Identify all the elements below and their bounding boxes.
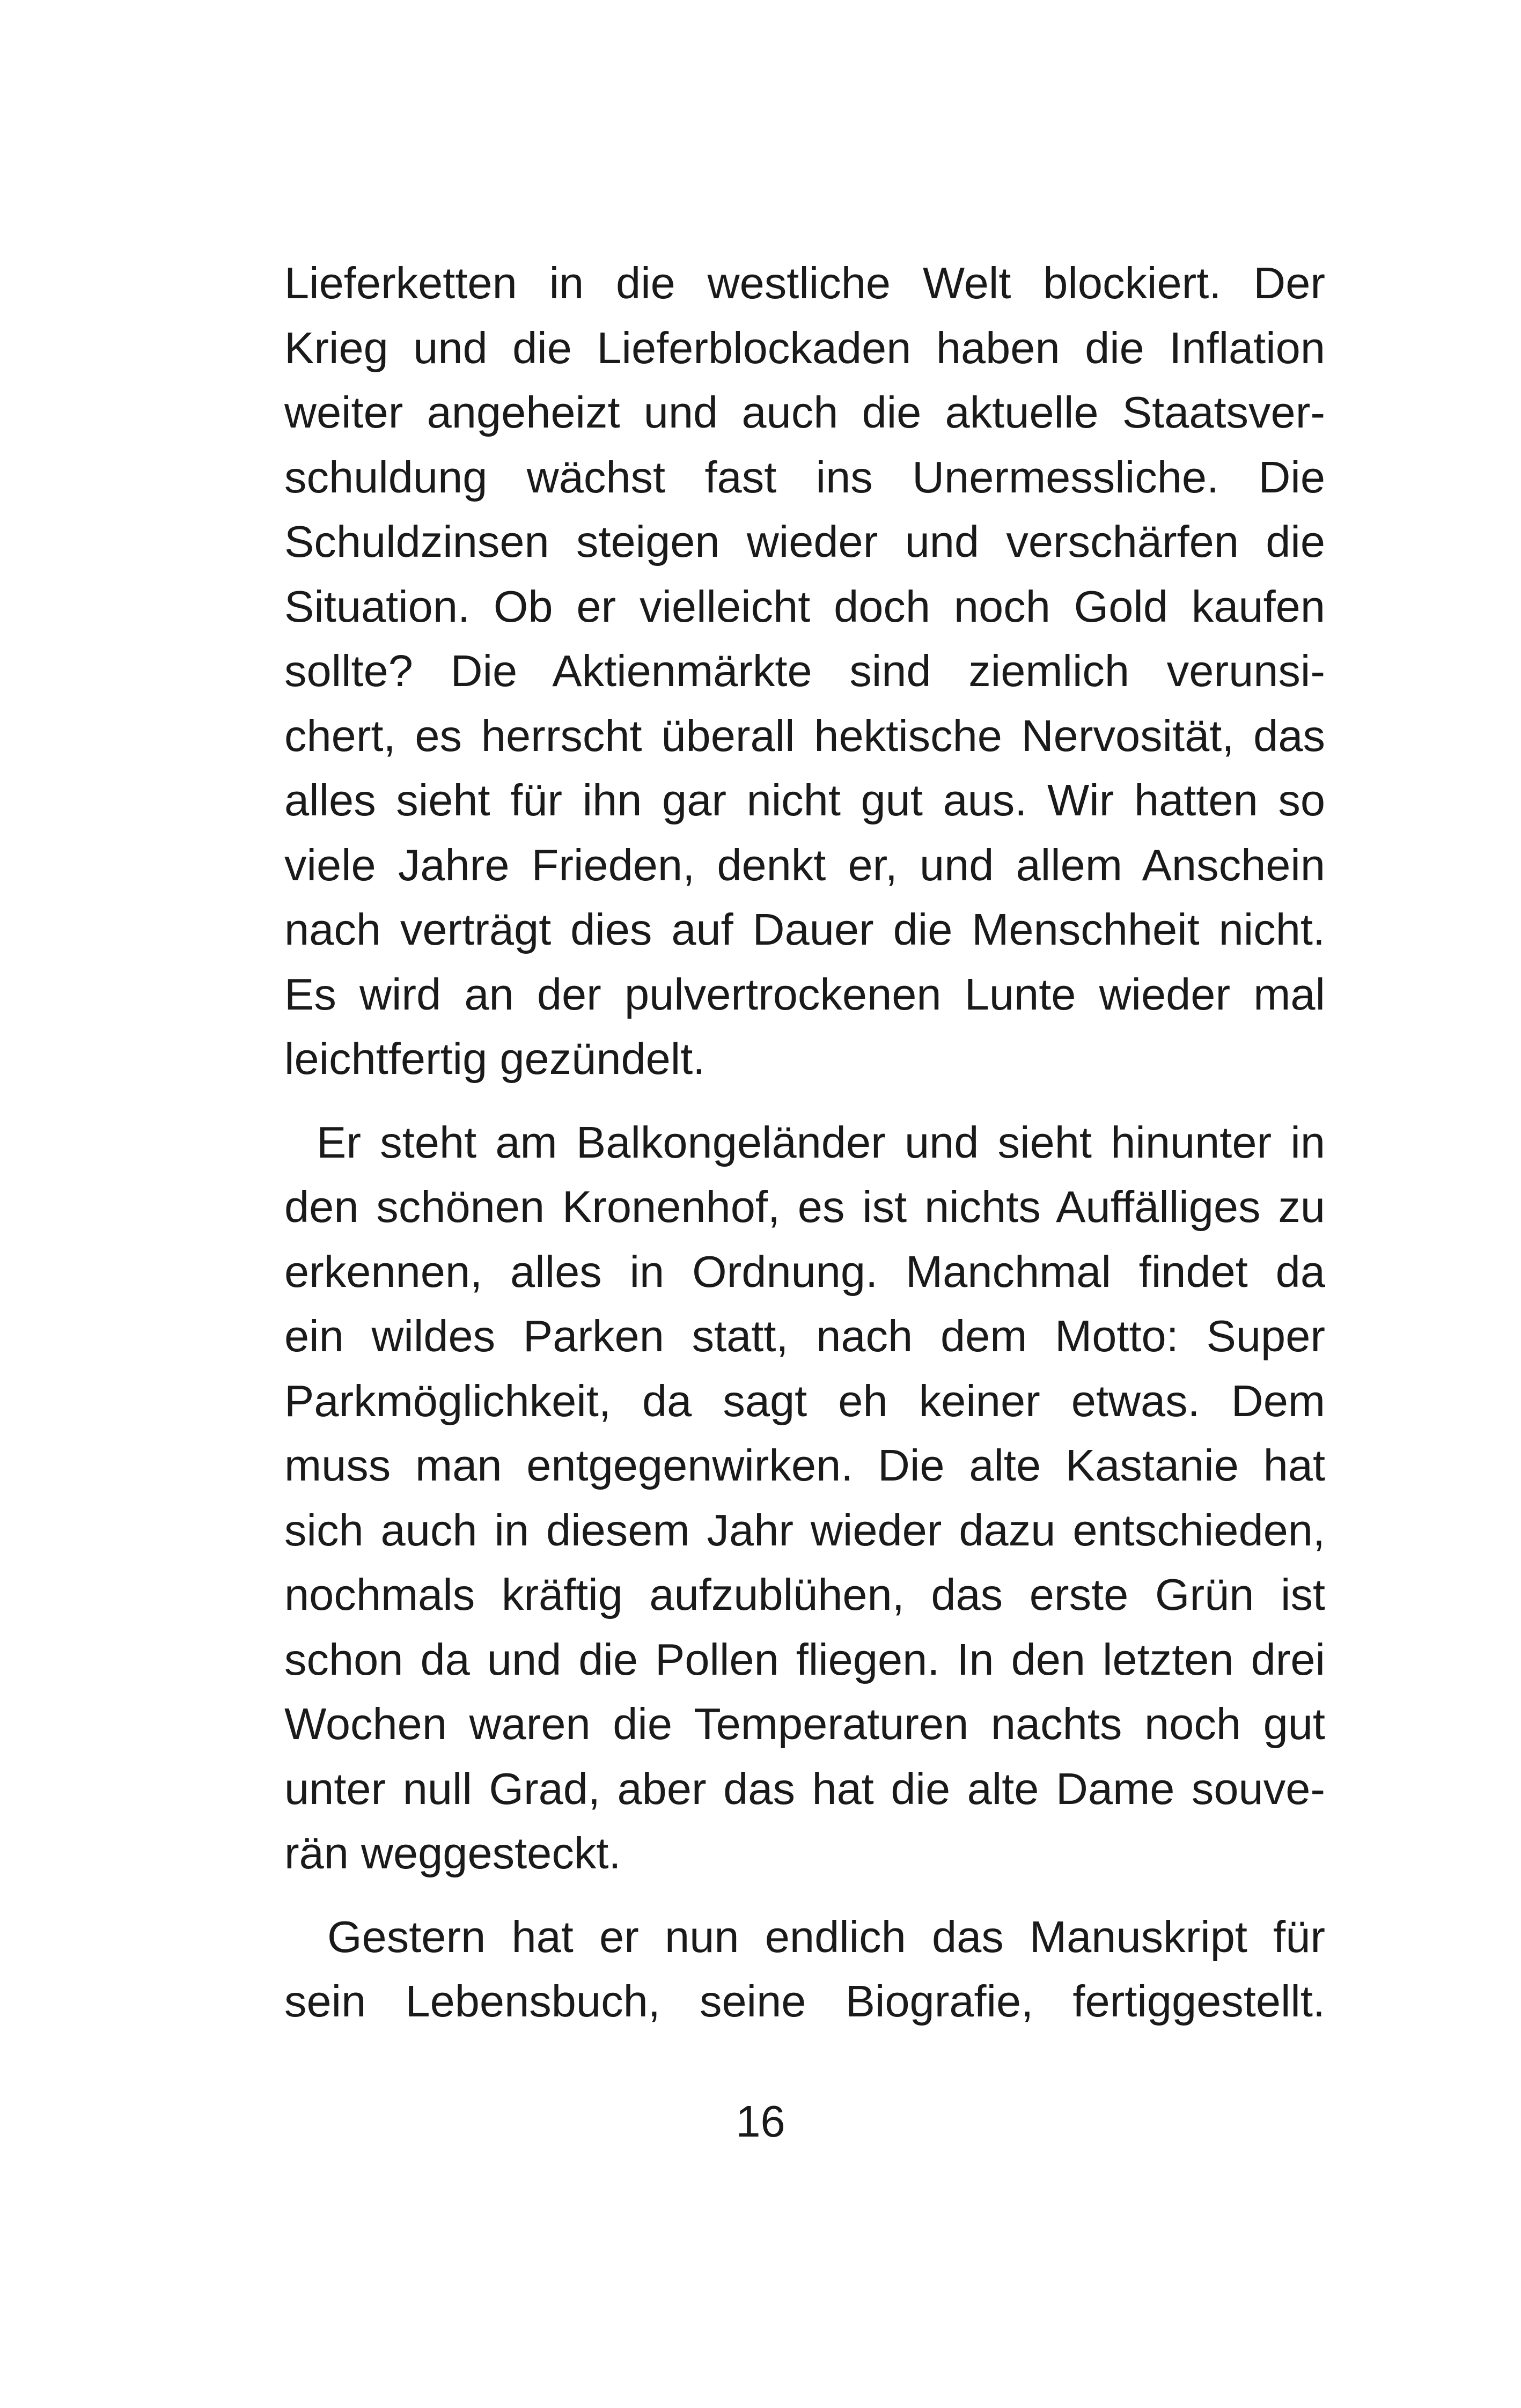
text-line: unter null Grad, aber das hat die alte Dame souve- (284, 1763, 1325, 1814)
text-line: chert, es herrscht überall hektische Nervosität, das (284, 710, 1325, 761)
text-line: Er steht am Balkongeländer und sieht hinunter in (317, 1117, 1325, 1167)
text-line: Es wird an der pulvertrockenen Lunte wieder mal (284, 969, 1325, 1019)
text-line: muss man entgegenwirken. Die alte Kastanie hat (284, 1440, 1325, 1490)
text-line: Wochen waren die Temperaturen nachts noch gut (284, 1699, 1325, 1749)
text-line: Schuldzinsen steigen wieder und verschärfen die (284, 517, 1325, 566)
text-line: rän weggesteckt. (284, 1828, 621, 1878)
text-line: sollte? Die Aktienmärkte sind ziemlich verunsi- (284, 646, 1325, 696)
text-line: den schönen Kronenhof, es ist nichts Auffälliges zu (284, 1182, 1325, 1232)
paragraph-gap (284, 1886, 1325, 1905)
text-line: nach verträgt dies auf Dauer die Menschheit nicht. (284, 904, 1325, 954)
text-line: sich auch in diesem Jahr wieder dazu entschieden, (284, 1505, 1325, 1555)
text-line: schuldung wächst fast ins Unermessliche. Die (284, 452, 1325, 502)
text-line: Gestern hat er nun endlich das Manuskript für (327, 1911, 1325, 1962)
text-line: ein wildes Parken statt, nach dem Motto: Super (284, 1311, 1325, 1361)
text-line: Parkmöglichkeit, da sagt eh keiner etwas. Dem (284, 1375, 1325, 1426)
page-number: 16 (736, 2096, 785, 2146)
paragraph-gap (284, 1092, 1325, 1110)
text-line: nochmals kräftig aufzublühen, das erste Grün ist (284, 1570, 1325, 1619)
text-line: weiter angeheizt und auch die aktuelle Staatsver- (284, 387, 1325, 437)
text-line: alles sieht für ihn gar nicht gut aus. Wir hatten so (284, 775, 1325, 825)
text-line: sein Lebensbuch, seine Biografie, fertiggestellt. (284, 1976, 1325, 2026)
text-line: Situation. Ob er vielleicht doch noch Gold kaufen (284, 581, 1325, 631)
text-line: viele Jahre Frieden, denkt er, und allem Anschein (284, 840, 1325, 890)
text-line: Lieferketten in die westliche Welt blockiert. Der (284, 258, 1325, 308)
body-text (284, 251, 1325, 2034)
text-line: leichtfertig gezündelt. (284, 1034, 706, 1084)
text-line: erkennen, alles in Ordnung. Manchmal findet da (284, 1246, 1325, 1297)
text-line: schon da und die Pollen fliegen. In den letzten drei (284, 1634, 1325, 1684)
text-line: Krieg und die Lieferblockaden haben die Inflation (284, 322, 1325, 373)
